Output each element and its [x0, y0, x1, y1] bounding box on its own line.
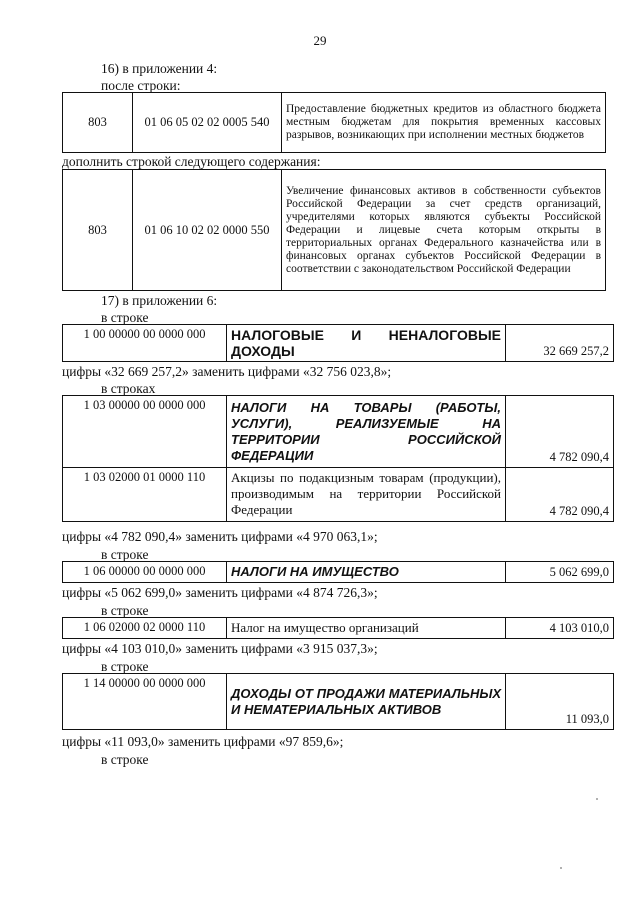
row-name: НАЛОГОВЫЕ И НЕНАЛОГОВЫЕ ДОХОДЫ — [227, 325, 506, 362]
scan-speck — [560, 867, 562, 869]
row-code: 1 06 00000 00 0000 000 — [63, 562, 227, 583]
table-row4 — [62, 561, 614, 583]
row-code: 1 03 02000 01 0000 110 — [63, 468, 227, 522]
replacement-3: цифры «5 062 699,0» заменить цифрами «4 874 726,3»; — [62, 585, 378, 600]
row-description: Увеличение финансовых активов в собственности субъектов Российской Федерации за счет средств организаций, учредителями которых являются субъекты Российской Федерации и лицевые счета которым открыты в территориальных органах Федерального казначейства или в финансовых органах субъектов Российской Федерации в соответствии с законодательством Российской Федерации — [282, 170, 606, 291]
add-row-line: дополнить строкой следующего содержания: — [62, 154, 321, 169]
row-value: 4 782 090,4 — [506, 468, 614, 522]
in-row-label: в строке — [101, 603, 149, 618]
row-name: Акцизы по подакцизным товарам (продукции), производимым на территории Российской Федерации — [227, 468, 506, 522]
page-number: 29 — [313, 33, 327, 48]
row-value: 11 093,0 — [506, 674, 614, 730]
table-appendix4-newrow — [62, 169, 606, 291]
budget-code: 01 06 10 02 02 0000 550 — [133, 170, 282, 291]
after-rows-label: после строки: — [101, 78, 181, 93]
row-name: НАЛОГИ НА ТОВАРЫ (РАБОТЫ, УСЛУГИ), РЕАЛИЗУЕМЫЕ НА ТЕРРИТОРИИ РОССИЙСКОЙ ФЕДЕРАЦИИ — [227, 396, 506, 468]
row-value: 5 062 699,0 — [506, 562, 614, 583]
row-name: Налог на имущество организаций — [227, 618, 506, 639]
row-name: НАЛОГИ НА ИМУЩЕСТВО — [227, 562, 506, 583]
in-row-label: в строке — [101, 752, 149, 767]
table-row1 — [62, 324, 614, 362]
row-description: Предоставление бюджетных кредитов из областного бюджета местным бюджетам для покрытия временных кассовых разрывов, возникающих при исполнении местных бюджетов — [282, 93, 606, 153]
in-row-label: в строке — [101, 310, 149, 325]
in-row-label: в строке — [101, 547, 149, 562]
row-code: 1 00 00000 00 0000 000 — [63, 325, 227, 362]
item17-heading: 17) в приложении 6: — [101, 293, 218, 308]
row-code: 1 14 00000 00 0000 000 — [63, 674, 227, 730]
budget-code: 01 06 05 02 02 0005 540 — [133, 93, 282, 153]
replacement-5: цифры «11 093,0» заменить цифрами «97 859,6»; — [62, 734, 344, 749]
replacement-2: цифры «4 782 090,4» заменить цифрами «4 970 063,1»; — [62, 529, 378, 544]
in-row-label: в строке — [101, 659, 149, 674]
row-value: 4 782 090,4 — [506, 396, 614, 468]
admin-code: 803 — [63, 93, 133, 153]
row-code: 1 06 02000 02 0000 110 — [63, 618, 227, 639]
table-row6 — [62, 673, 614, 730]
replacement-4: цифры «4 103 010,0» заменить цифрами «3 915 037,3»; — [62, 641, 378, 656]
admin-code: 803 — [63, 170, 133, 291]
row-value: 4 103 010,0 — [506, 618, 614, 639]
table-appendix4-row — [62, 92, 606, 153]
scan-speck — [596, 798, 598, 800]
item16-heading: 16) в приложении 4: — [101, 61, 218, 76]
in-rows-label: в строках — [101, 381, 156, 396]
row-name: ДОХОДЫ ОТ ПРОДАЖИ МАТЕРИАЛЬНЫХ И НЕМАТЕРИАЛЬНЫХ АКТИВОВ — [227, 674, 506, 730]
replacement-1: цифры «32 669 257,2» заменить цифрами «32 756 023,8»; — [62, 364, 392, 379]
table-rows-2-3 — [62, 395, 614, 522]
row-code: 1 03 00000 00 0000 000 — [63, 396, 227, 468]
row-value: 32 669 257,2 — [506, 325, 614, 362]
table-row5 — [62, 617, 614, 639]
